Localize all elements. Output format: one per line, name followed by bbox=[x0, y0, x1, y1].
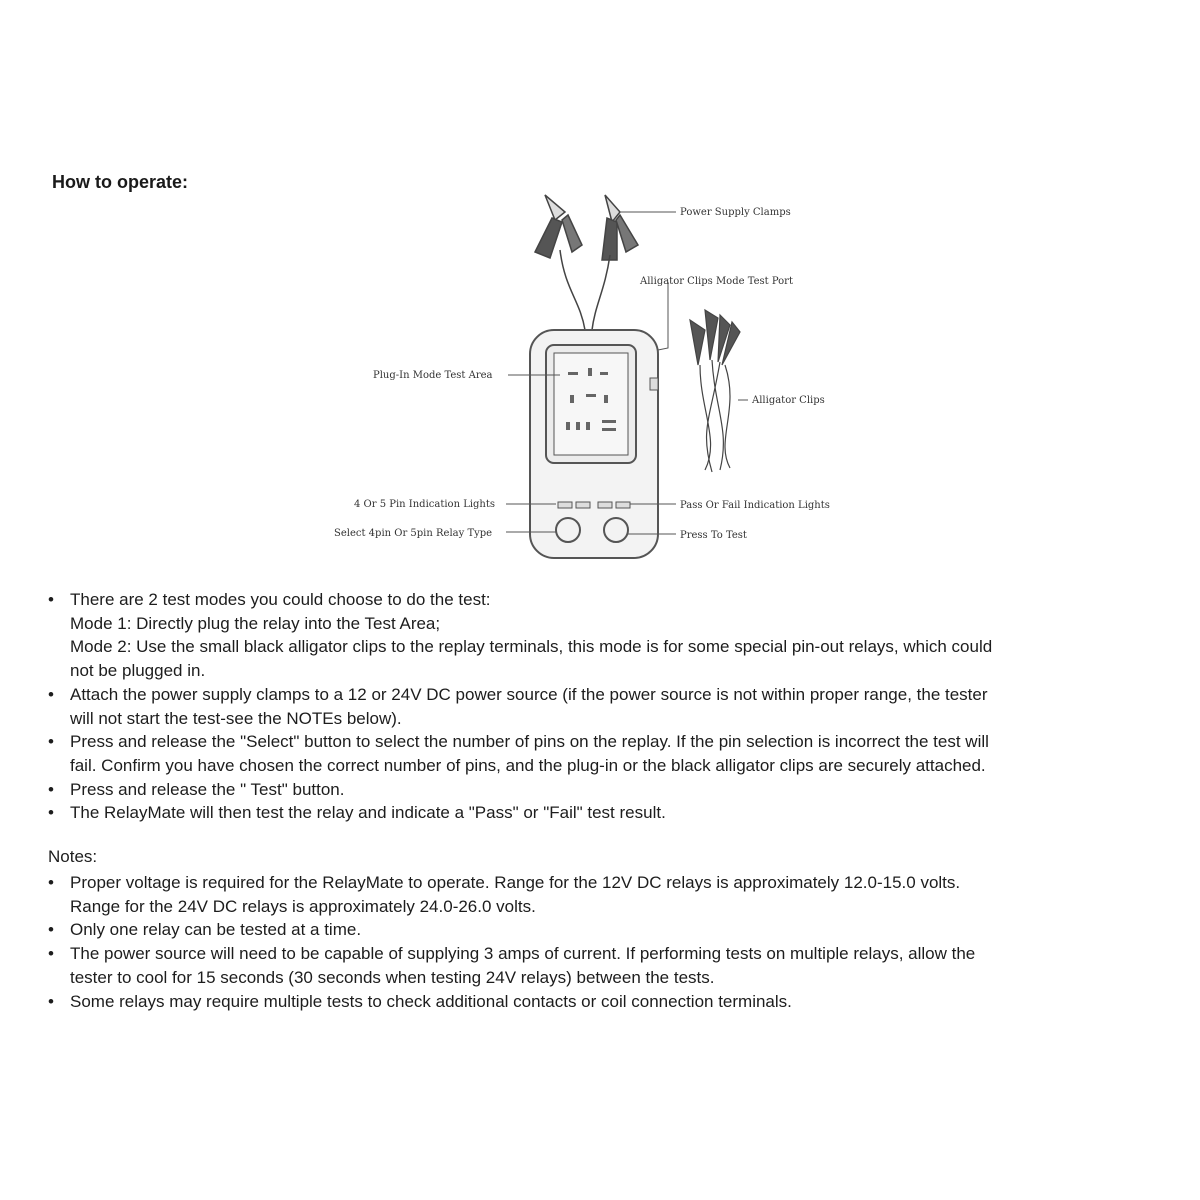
list-item: • There are 2 test modes you could choose to do the test: Mode 1: Directly plug the relay into the Test Area; Mode 2: Use the small black alligator clips to the replay terminals, this mode is for some special pin-out relays, which could not be plugged in. bbox=[48, 590, 993, 681]
callout-press-test: Press To Test bbox=[680, 530, 747, 541]
notes-list bbox=[48, 871, 1158, 1013]
list-item: • Press and release the " Test" button. bbox=[48, 779, 345, 799]
list-item: • The power source will need to be capable of supplying 3 amps of current. If performing tests on multiple relays, allow the tester to cool for 15 seconds (30 seconds when testing 24V relays) between the tests. bbox=[48, 944, 976, 987]
tester-body-icon bbox=[530, 330, 658, 558]
relay-tester-diagram bbox=[320, 190, 880, 570]
list-item: • Press and release the "Select" button to select the number of pins on the replay. If the pin selection is incorrect the test will fail. Confirm you have chosen the correct number of pins, and the plug-in or the black alligator clips are securely attached. bbox=[48, 732, 989, 775]
notes-heading: Notes: bbox=[48, 847, 98, 866]
list-item: • Some relays may require multiple tests to check additional contacts or coil connection terminals. bbox=[48, 991, 792, 1011]
callout-pass-fail-lights: Pass Or Fail Indication Lights bbox=[680, 500, 830, 511]
callout-plug-in-area: Plug-In Mode Test Area bbox=[373, 370, 493, 381]
page-title: How to operate: bbox=[52, 172, 189, 192]
callout-alligator-clips: Alligator Clips bbox=[752, 395, 825, 406]
list-item: • Attach the power supply clamps to a 12 or 24V DC power source (if the power source is not within proper range, the tester will not start the test-see the NOTEs below). bbox=[48, 684, 988, 728]
alligator-port-icon bbox=[650, 378, 658, 390]
alligator-clips-icon bbox=[690, 310, 740, 472]
test-button-icon bbox=[604, 518, 628, 542]
list-item: • Only one relay can be tested at a time. bbox=[48, 920, 362, 940]
callout-alligator-port: Alligator Clips Mode Test Port bbox=[640, 276, 793, 287]
callout-power-supply-clamps: Power Supply Clamps bbox=[680, 207, 791, 218]
select-button-icon bbox=[556, 518, 580, 542]
operate-instructions bbox=[48, 588, 1158, 825]
list-item: • Proper voltage is required for the RelayMate to operate. Range for the 12V DC relays is approximately 12.0-15.0 volts. Range for the 24V DC relays is approximately 24.0-26.0 volts. bbox=[48, 873, 961, 916]
callout-select-type: Select 4pin Or 5pin Relay Type bbox=[334, 528, 493, 539]
list-item: • The RelayMate will then test the relay and indicate a "Pass" or "Fail" test result. bbox=[48, 803, 666, 823]
relay-tester-illustration bbox=[320, 190, 880, 570]
power-supply-clamps-icon bbox=[535, 195, 638, 330]
callout-pin-lights: 4 Or 5 Pin Indication Lights bbox=[354, 499, 496, 510]
